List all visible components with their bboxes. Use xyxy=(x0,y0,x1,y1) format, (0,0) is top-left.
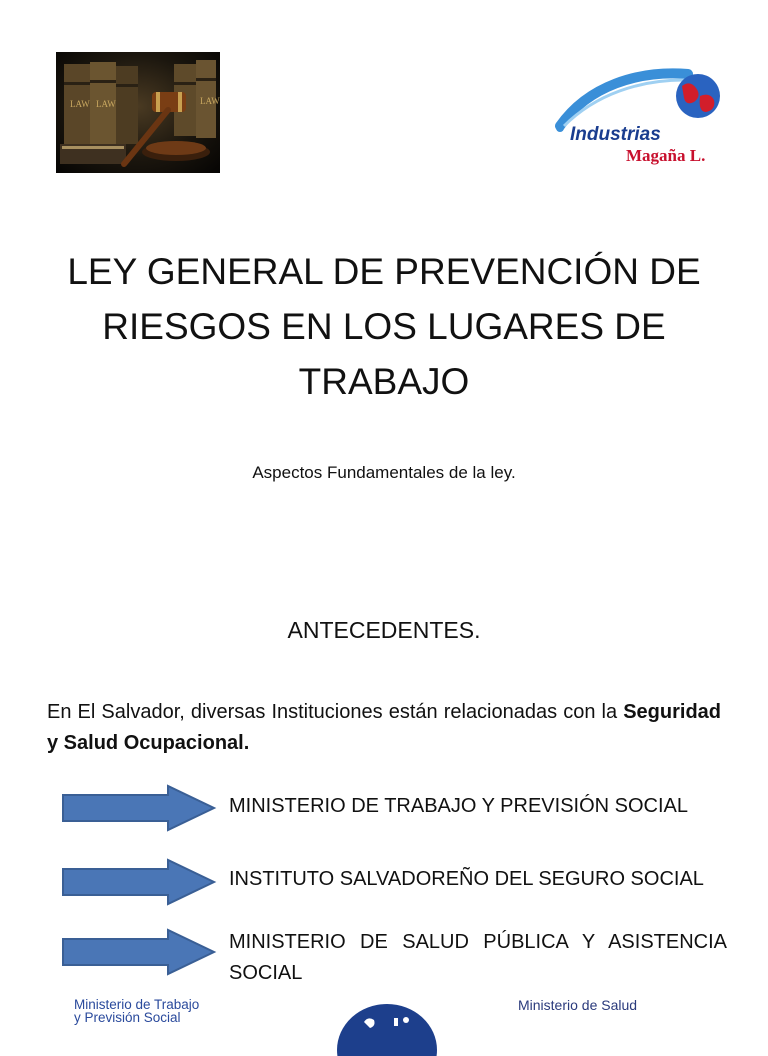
document-subtitle: Aspectos Fundamentales de la ley. xyxy=(252,463,516,482)
mintrab-logo xyxy=(74,998,214,1024)
institution-label: INSTITUTO SALVADOREÑO DEL SEGURO SOCIAL xyxy=(229,868,704,890)
institution-item xyxy=(60,928,730,984)
spine-label: LAW xyxy=(96,99,116,109)
right-arrow-icon xyxy=(60,928,218,976)
institution-item xyxy=(60,784,730,834)
right-arrow-icon xyxy=(60,858,218,906)
right-arrow-icon xyxy=(60,784,218,832)
intro-bold-text: Seguridad y Salud Ocupacional. xyxy=(47,701,721,754)
intro-paragraph xyxy=(47,697,721,759)
institute-seal-icon xyxy=(334,996,440,1056)
document-title: LEY GENERAL DE PREVENCIÓN DE RIESGOS EN LOS LUGARES DE TRABAJO xyxy=(67,251,701,402)
minsal-logo: Ministerio de Salud xyxy=(518,997,638,1013)
institution-label: MINISTERIO DE TRABAJO Y PREVISIÓN SOCIAL xyxy=(229,795,689,817)
spine-label: LAW xyxy=(70,99,90,109)
intro-text: En El Salvador, diversas Instituciones están relacionadas con la xyxy=(47,701,618,723)
company-logo xyxy=(548,66,726,170)
law-books-gavel-photo xyxy=(56,52,220,173)
logo-text-magana: Magaña L. xyxy=(626,146,706,165)
mintrab-logo-line1: Ministerio de Trabajo xyxy=(74,997,200,1012)
institution-item xyxy=(60,858,730,908)
logo-text-industrias: Industrias xyxy=(570,124,661,145)
spine-label: LAW xyxy=(200,96,220,106)
mintrab-logo-line2: y Previsión Social xyxy=(74,1010,181,1025)
institution-label: MINISTERIO DE SALUD PÚBLICA Y ASISTENCIA SOCIAL xyxy=(229,931,727,984)
section-heading: ANTECEDENTES. xyxy=(287,617,481,643)
